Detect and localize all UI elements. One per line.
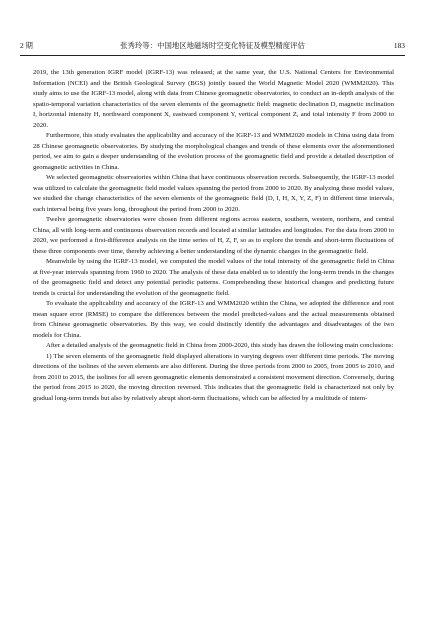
page-number: 183 — [393, 41, 405, 50]
page-header — [20, 40, 405, 52]
paragraph: Meanwhile by using the IGRF-13 model, we computed the model values of the total intensity of the geomagnetic field in China at five-year intervals spanning from 1960 to 2020. The analysis of these data enabled us to identify the long-term trends in the changes of the geomagnetic field and detect any potential periodic patterns. Comprehending these historical changes and predicting future trends is crucial for understanding the evolution of the geomagnetic field. — [33, 258, 394, 297]
header-rule — [20, 55, 405, 56]
paragraph: After a detailed analysis of the geomagnetic field in China from 2000-2020, this study has drawn the following main conclusions: — [46, 342, 394, 349]
paragraph: 1) The seven elements of the geomagnetic field displayed alterations in varying degrees over different time periods. The moving directions of the isolines of the seven elements are also different. During the three periods from 2000 to 2005, from 2005 to 2010, and from 2010 to 2015, the isolines for all seven geomagnetic elements demonstrated a consistent movement direction. Conversely, during the period from 2015 to 2020, the moving direction reversed. This indicates that the geomagnetic field is characterized not only by gradual long-term trends but also by relatively abrupt short-term fluctuations, which can be affected by a multitude of intern- — [33, 352, 394, 402]
paragraph: To evaluate the applicability and accuracy of the IGRF-13 and WMM2020 within the China, we adopted the difference and root mean square error (RMSE) to compare the differences between the model predicted-values and the actual measurements obtained from Chinese geomagnetic observatories. By this way, we could distinctly identify the advantages and disadvantages of the two models for China. — [33, 300, 394, 339]
body-text — [33, 68, 394, 633]
issue-number: 2 期 — [20, 41, 33, 50]
paragraph: We selected geomagnetic observatories within China that have continuous observation records. Subsequently, the IGRF-13 model was utilized to calculate the geomagnetic field model values spanning the period from 2000 to 2020. By analyzing these model values, we studied the change characteristics of the seven elements of the geomagnetic field (D, I, H, X, Y, Z, F) in different time intervals, each interval being five years long, throughout the period from 2000 to 2020. — [33, 174, 394, 213]
paragraph: Furthermore, this study evaluates the applicability and accuracy of the IGRF-13 and WMM2020 models in China using data from 28 Chinese geomagnetic observatories. By studying the morphological changes and trends of these elements over the aforementioned period, we aim to gain a deeper understanding of the evolution process of the geomagnetic field and provide a detailed description of geomagnetic activities in China. — [33, 132, 394, 171]
paragraph: Twelve geomagnetic observatories were chosen from different regions across eastern, southern, western, northern, and central China, all with long-term and continuous observation records and located at similar latitudes and longitudes. For the data from 2000 to 2020, we performed a first-difference analysis on the time series of H, Z, F, so as to explore the trends and short-term fluctuations of these three components over time, thereby achieving a better understanding of the dynamic changes in the geomagnetic field. — [33, 216, 394, 255]
running-title: 张秀玲等：中国地区地磁场时空变化特征及模型精度评估 — [120, 41, 305, 50]
paragraph: 2019, the 13th generation IGRF model (IGRF-13) was released; at the same year, the U.S. National Centers for Environmental Information (NCEI) and the British Geological Survey (BGS) jointly issued the World Magnetic Model 2020 (WMM2020). This study aims to use the IGRF-13 model, along with data from Chinese geomagnetic observatories, to conduct an in-depth analysis of the spatio-temporal variation characteristics of the seven elements of the geomagnetic field: magnetic declination D, magnetic inclination I, horizontal intensity H, northward component X, eastward component Y, vertical component Z, and total intensity F from 2000 to 2020. — [33, 69, 394, 129]
